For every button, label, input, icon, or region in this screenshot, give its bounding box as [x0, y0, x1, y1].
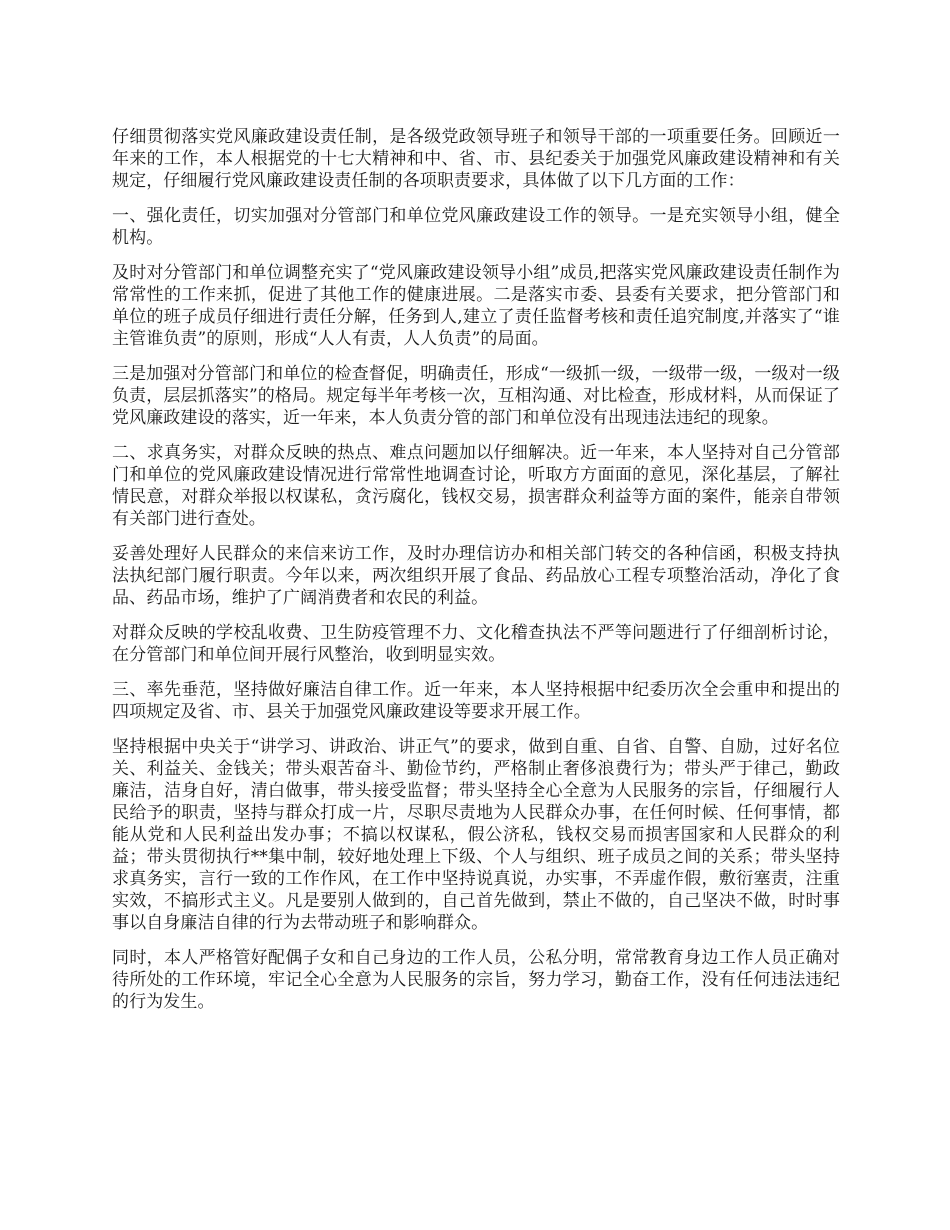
- paragraph-section-3-body-a: 坚持根据中央关于“讲学习、讲政治、讲正气”的要求，做到自重、自省、自警、自励，过好名位关、利益关、金钱关；带头艰苦奋斗、勤俭节约，严格制止奢侈浪费行为；带头严于律己，勤政廉洁，洁身自好，清白做事，带头接受监督；带头坚持全心全意为人民服务的宗旨，仔细履行人民给予的职责，坚持与群众打成一片，尽职尽责地为人民群众办事，在任何时候、任何事情，都能从党和人民利益出发办事；不搞以权谋私，假公济私，钱权交易而损害国家和人民群众的利益；带头贯彻执行**集中制，较好地处理上下级、个人与组织、班子成员之间的关系；带头坚持求真务实，言行一致的工作作风，在工作中坚持说真说，办实事，不弄虚作假，敷衍塞责，注重实效，不搞形式主义。凡是要别人做到的，自己首先做到，禁止不做的，自己坚决不做，时时事事以自身廉洁自律的行为去带动班子和影响群众。: [112, 737, 840, 933]
- paragraph-intro: 仔细贯彻落实党风廉政建设责任制，是各级党政领导班子和领导干部的一项重要任务。回顾近一年来的工作，本人根据党的十七大精神和中、省、市、县纪委关于加强党风廉政建设精神和有关规定，仔细履行党风廉政建设责任制的各项职责要求，具体做了以下几方面的工作：: [112, 127, 840, 191]
- paragraph-section-1-body-a: 及时对分管部门和单位调整充实了“党风廉政建设领导小组”成员,把落实党风廉政建设责任制作为常常性的工作来抓，促进了其他工作的健康进展。二是落实市委、县委有关要求，把分管部门和单位的班子成员仔细进行责任分解，任务到人,建立了责任监督考核和责任追究制度,并落实了“谁主管谁负责”的原则，形成“人人有责，人人负责”的局面。: [112, 263, 840, 349]
- paragraph-section-2-heading: 二、求真务实，对群众反映的热点、难点问题加以仔细解决。近一年来，本人坚持对自己分管部门和单位的党风廉政建设情况进行常常性地调查讨论，听取方方面面的意见，深化基层，了解社情民意，对群众举报以权谋私，贪污腐化，钱权交易，损害群众利益等方面的案件，能亲自带领有关部门进行查处。: [112, 443, 840, 529]
- paragraph-section-3-heading: 三、率先垂范，坚持做好廉洁自律工作。近一年来，本人坚持根据中纪委历次全会重申和提出的四项规定及省、市、县关于加强党风廉政建设等要求开展工作。: [112, 680, 840, 722]
- paragraph-section-2-body-a: 妥善处理好人民群众的来信来访工作，及时办理信访办和相关部门转交的各种信函，积极支持执法执纪部门履行职责。今年以来，两次组织开展了食品、药品放心工程专项整治活动，净化了食品、药品市场，维护了广阔消费者和农民的利益。: [112, 544, 840, 608]
- paragraph-section-1-body-b: 三是加强对分管部门和单位的检查督促，明确责任，形成“一级抓一级，一级带一级，一级对一级负责，层层抓落实”的格局。规定每半年考核一次，互相沟通、对比检查，形成材料，从而保证了党风廉政建设的落实，近一年来，本人负责分管的部门和单位没有出现违法违纪的现象。: [112, 364, 840, 428]
- paragraph-section-2-body-b: 对群众反映的学校乱收费、卫生防疫管理不力、文化稽查执法不严等问题进行了仔细剖析讨论，在分管部门和单位间开展行风整治，收到明显实效。: [112, 623, 840, 665]
- document-body: [112, 126, 840, 1026]
- paragraph-section-1-heading: 一、强化责任，切实加强对分管部门和单位党风廉政建设工作的领导。一是充实领导小组，健全机构。: [112, 206, 840, 248]
- paragraph-section-3-body-b: 同时，本人严格管好配偶子女和自己身边的工作人员，公私分明，常常教育身边工作人员正确对待所处的工作环境，牢记全心全意为人民服务的宗旨，努力学习，勤奋工作，没有任何违法违纪的行为发生。: [112, 948, 840, 1012]
